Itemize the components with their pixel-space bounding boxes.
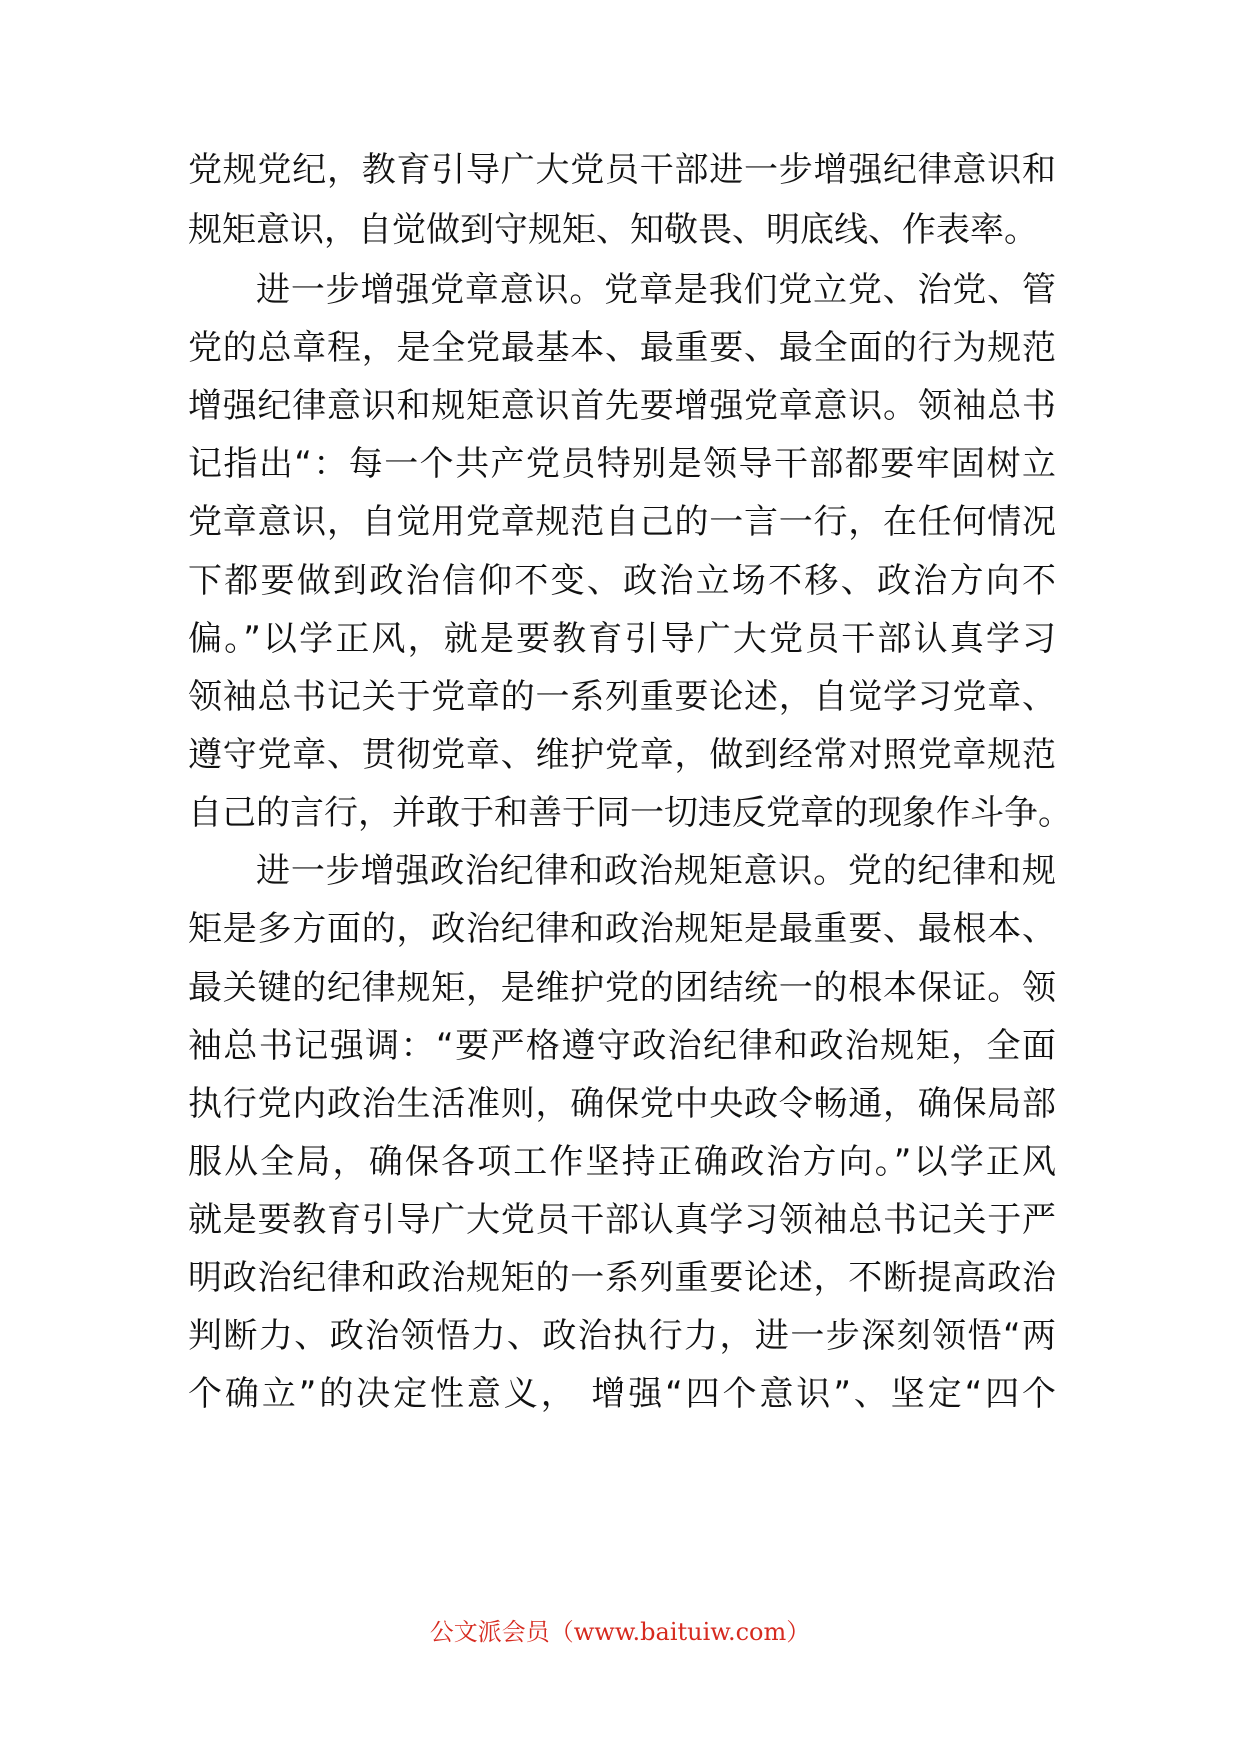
- body-text-line: 遵守党章、贯彻党章、维护党章，做到经常对照党章规范: [188, 735, 1056, 775]
- body-text-line: 矩是多方面的，政治纪律和政治规矩是最重要、最根本、: [188, 909, 1056, 949]
- paragraph-heading-line: 进一步增强政治纪律和政治规矩意识。党的纪律和规: [256, 851, 1056, 891]
- body-text-line: 规矩意识，自觉做到守规矩、知敬畏、明底线、作表率。: [188, 210, 1038, 250]
- body-text-line: 袖总书记强调：“要严格遵守政治纪律和政治规矩，全面: [188, 1026, 1056, 1066]
- body-text-line: 最关键的纪律规矩，是维护党的团结统一的根本保证。领: [188, 968, 1056, 1008]
- body-text-line: 党规党纪，教育引导广大党员干部进一步增强纪律意识和: [188, 150, 1056, 190]
- body-text-line: 增强纪律意识和规矩意识首先要增强党章意识。领袖总书: [188, 386, 1056, 426]
- body-text-line: 自己的言行，并敢于和善于同一切违反党章的现象作斗争。: [188, 793, 1072, 833]
- body-text-line: 判断力、政治领悟力、政治执行力，进一步深刻领悟“两: [188, 1316, 1056, 1356]
- body-text-line: 党章意识，自觉用党章规范自己的一言一行，在任何情况: [188, 502, 1056, 542]
- body-text-line: 明政治纪律和政治规矩的一系列重要论述，不断提高政治: [188, 1258, 1056, 1298]
- body-text-line: 下都要做到政治信仰不变、政治立场不移、政治方向不: [188, 561, 1056, 601]
- body-text-line: 个确立”的决定性意义， 增强“四个意识”、坚定“四个: [188, 1374, 1056, 1414]
- watermark-link[interactable]: 公文派会员（www.baituiw.com）: [429, 1618, 811, 1646]
- body-text-line: 就是要教育引导广大党员干部认真学习领袖总书记关于严: [188, 1200, 1056, 1240]
- body-text-line: 记指出“：每一个共产党员特别是领导干部都要牢固树立: [188, 444, 1056, 484]
- body-text-line: 偏。”以学正风，就是要教育引导广大党员干部认真学习: [188, 619, 1056, 659]
- body-text-line: 服从全局，确保各项工作坚持正确政治方向。”以学正风: [188, 1142, 1056, 1182]
- body-text-line: 执行党内政治生活准则，确保党中央政令畅通，确保局部: [188, 1084, 1056, 1124]
- body-text-line: 党的总章程，是全党最基本、最重要、最全面的行为规范: [188, 328, 1056, 368]
- paragraph-heading-line: 进一步增强党章意识。党章是我们党立党、治党、管: [256, 270, 1056, 310]
- body-text-line: 领袖总书记关于党章的一系列重要论述，自觉学习党章、: [188, 677, 1056, 717]
